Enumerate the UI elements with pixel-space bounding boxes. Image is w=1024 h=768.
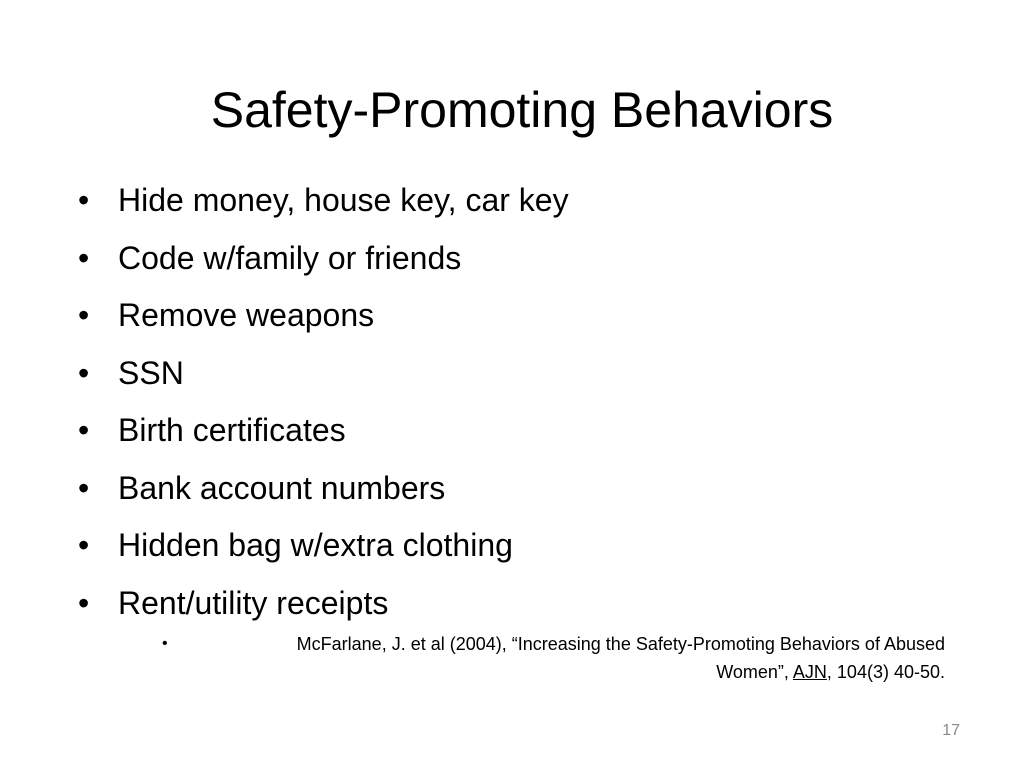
- citation-line-2: [204, 658, 945, 686]
- list-item: [78, 345, 569, 403]
- journal-name: AJN: [792, 662, 827, 682]
- bullet-text: Birth certificates: [118, 412, 346, 448]
- bullet-text: Remove weapons: [118, 297, 375, 333]
- bullet-icon: •: [78, 297, 90, 333]
- bullet-text: Hide money, house key, car key: [118, 182, 569, 218]
- citation-line-1: McFarlane, J. et al (2004), “Increasing the Safety-Promoting Behaviors of Abused: [296, 634, 945, 654]
- bullet-icon: •: [78, 239, 90, 276]
- bullet-icon: •: [78, 469, 90, 506]
- citation-line-2-suffix: , 104(3) 40-50.: [826, 662, 945, 682]
- citation-bullet-icon: •: [162, 635, 168, 652]
- citation-text: [204, 630, 945, 686]
- citation: [162, 630, 945, 686]
- bullet-text: SSN: [118, 354, 184, 391]
- list-item: [78, 517, 569, 575]
- list-item: [78, 402, 569, 460]
- citation-line-2-prefix: Women”,: [716, 662, 793, 682]
- list-item: [78, 172, 569, 230]
- bullet-icon: •: [78, 412, 90, 448]
- list-item: [78, 287, 569, 345]
- bullet-text: Rent/utility receipts: [118, 584, 389, 621]
- bullet-icon: •: [78, 354, 90, 391]
- bullet-text: Hidden bag w/extra clothing: [118, 527, 513, 563]
- bullet-icon: •: [78, 584, 90, 621]
- bullet-icon: •: [78, 527, 90, 563]
- list-item: [78, 460, 569, 518]
- bullet-icon: •: [78, 182, 90, 218]
- bullet-text: Code w/family or friends: [118, 239, 462, 276]
- slide-number: 17: [942, 722, 960, 739]
- bullet-text: Bank account numbers: [118, 469, 446, 506]
- bullet-list: [78, 172, 569, 632]
- slide-title: Safety-Promoting Behaviors: [210, 82, 834, 138]
- list-item: [78, 230, 569, 288]
- list-item: [78, 575, 569, 633]
